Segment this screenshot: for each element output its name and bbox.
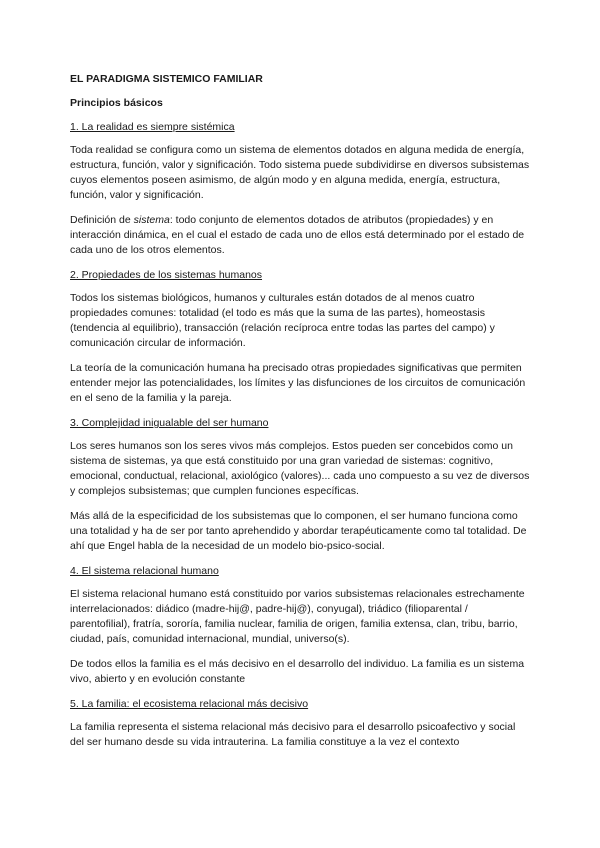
paragraph: Más allá de la especificidad de los subsistemas que lo componen, el ser humano funciona como una totalidad y ha de ser por tanto aprehendido y abordar terapéuticamente como tal totalidad. De ahí que Engel habla de la necesidad de un modelo bio-psico-social.: [70, 510, 527, 552]
paragraph: Toda realidad se configura como un sistema de elementos dotados en alguna medida de energía, estructura, función, valor y significación. Todo sistema puede subdividirse en diversos subsistemas cuyos elementos poseen asimismo, de algún modo y en alguna medida, energía, estructura, función, valor y significación.: [70, 144, 530, 201]
section-heading-4: 4. El sistema relacional humano: [70, 565, 219, 577]
paragraph: El sistema relacional humano está constituido por varios subsistemas relacionales estrechamente interrelacionados: diádico (madre-hij@, padre-hij@), conyugal), triádico (filioparental / parentofilial), fratría, sororía, familia nuclear, familia de origen, familia extensa, clan, tribu, barrio, ciudad, país, comunidad internacional, mundial, universo(s).: [70, 588, 525, 645]
paragraph: Todos los sistemas biológicos, humanos y culturales están dotados de al menos cuatro propiedades comunes: totalidad (el todo es más que la suma de las partes), homeostasis (tendencia al equilibrio), transacción (relación recíproca entre todas las partes del campo) y comunicación circular de información.: [70, 292, 495, 349]
document-subtitle: Principios básicos: [70, 97, 163, 109]
document-title: EL PARADIGMA SISTEMICO FAMILIAR: [70, 73, 263, 85]
section-heading-1: 1. La realidad es siempre sistémica: [70, 121, 235, 133]
paragraph: La familia representa el sistema relacional más decisivo para el desarrollo psicoafectivo y social del ser humano desde su vida intrauterina. La familia constituye a la vez el contexto: [70, 721, 516, 748]
paragraph: Los seres humanos son los seres vivos más complejos. Estos pueden ser concebidos como un sistema de sistemas, ya que está constituido por una gran variedad de sistemas: cognitivo, emocional, conductual, relacional, axiológico (valores)... cada uno compuesto a su vez de diversos y complejos subsistemas; que cumplen funciones específicas.: [70, 440, 530, 497]
definition-term: sistema: [133, 214, 170, 226]
definition-prefix: Definición de: [70, 214, 134, 226]
definition-text: : todo conjunto de elementos dotados de atributos (propiedades) y en interacción dinámica, en el cual el estado de cada uno de ellos está determinado por el estado de cada uno de los otros elementos.: [70, 214, 525, 256]
section-heading-2: 2. Propiedades de los sistemas humanos: [70, 269, 263, 281]
section-heading-5: 5. La familia: el ecosistema relacional más decisivo: [70, 698, 309, 710]
definition-paragraph: [70, 213, 530, 258]
document-body: [70, 72, 530, 750]
section-heading-3: 3. Complejidad inigualable del ser humano: [70, 417, 269, 429]
paragraph: De todos ellos la familia es el más decisivo en el desarrollo del individuo. La familia es un sistema vivo, abierto y en evolución constante: [70, 658, 525, 685]
paragraph: La teoría de la comunicación humana ha precisado otras propiedades significativas que permiten entender mejor las potencialidades, los límites y las disfunciones de los circuitos de comunicación en el seno de la familia y la pareja.: [70, 362, 526, 404]
